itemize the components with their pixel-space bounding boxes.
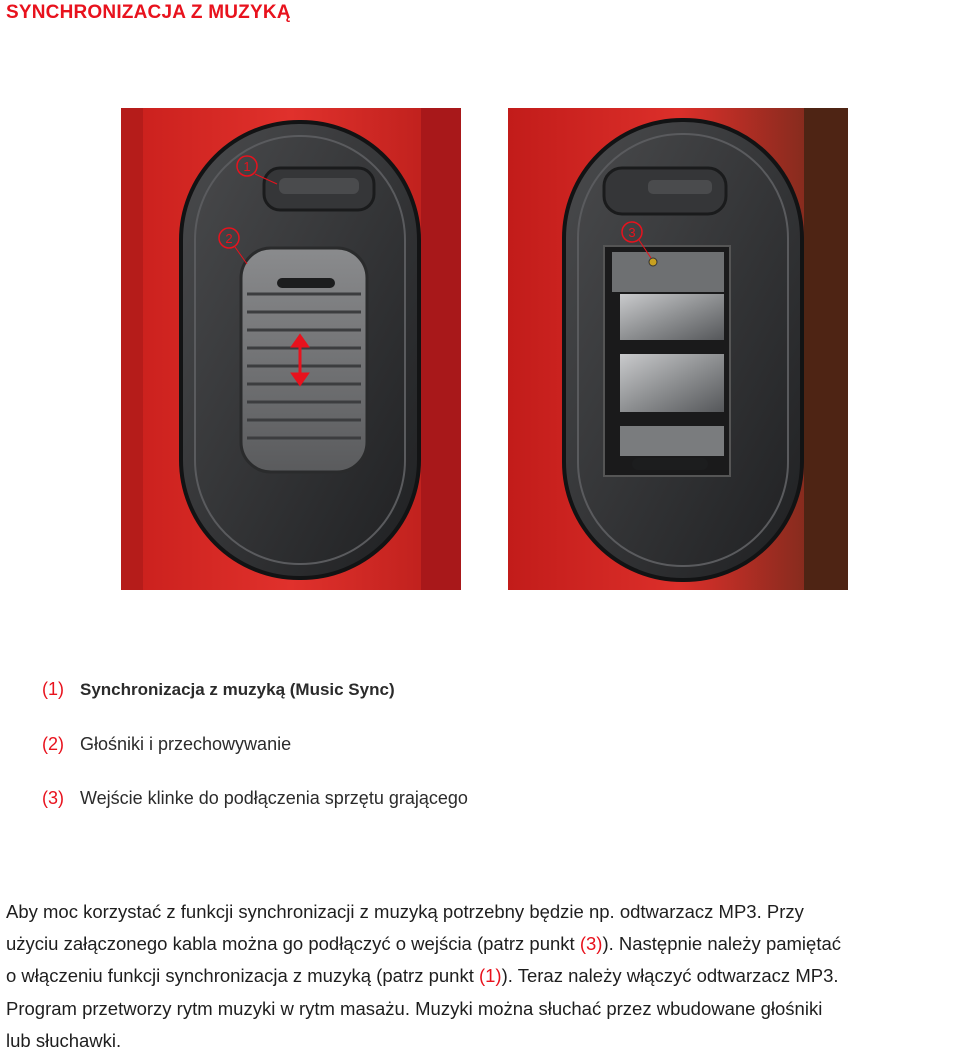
photo-panel-closed (121, 108, 461, 590)
paragraph-text: ). Następnie należy pamiętać (602, 933, 842, 955)
reference-3: (3) (579, 933, 603, 955)
paragraph-line: lub słuchawki. (6, 1029, 122, 1051)
legend-number: (3) (42, 788, 64, 808)
photo-panel-open (508, 108, 848, 590)
paragraph-text: użyciu załączonego kabla można go podłączyć o wejścia (patrz punkt (6, 933, 580, 955)
legend-text: Synchronizacja z muzyką (Music Sync) (80, 680, 395, 699)
legend-item-1 (42, 679, 395, 700)
paragraph-text: ). Teraz należy włączyć odtwarzacz MP3. (501, 965, 839, 987)
page-title: SYNCHRONIZACJA Z MUZYKĄ (6, 2, 291, 23)
paragraph-text: o włączeniu funkcji synchronizacja z muzyką (patrz punkt (6, 965, 479, 987)
paragraph-line (6, 960, 958, 992)
legend-text: Głośniki i przechowywanie (80, 734, 292, 754)
legend-number: (2) (42, 734, 64, 754)
legend-text: Wejście klinke do podłączenia sprzętu grającego (80, 788, 468, 808)
legend-item-2 (42, 734, 291, 754)
callout-3-label: 3 (628, 225, 636, 240)
instructions-paragraph (6, 896, 958, 1057)
paragraph-line (6, 928, 958, 960)
reference-1: (1) (478, 965, 502, 987)
legend-number: (1) (42, 679, 64, 699)
legend-item-3 (42, 788, 468, 808)
paragraph-line: Aby moc korzystać z funkcji synchronizacji z muzyką potrzebny będzie np. odtwarzacz MP3. Przy (6, 901, 804, 922)
paragraph-line: Program przetworzy rytm muzyki w rytm masażu. Muzyki można słuchać przez wbudowane głośniki (6, 997, 823, 1019)
callout-2-label: 2 (225, 231, 233, 246)
callout-1-label: 1 (243, 159, 251, 174)
